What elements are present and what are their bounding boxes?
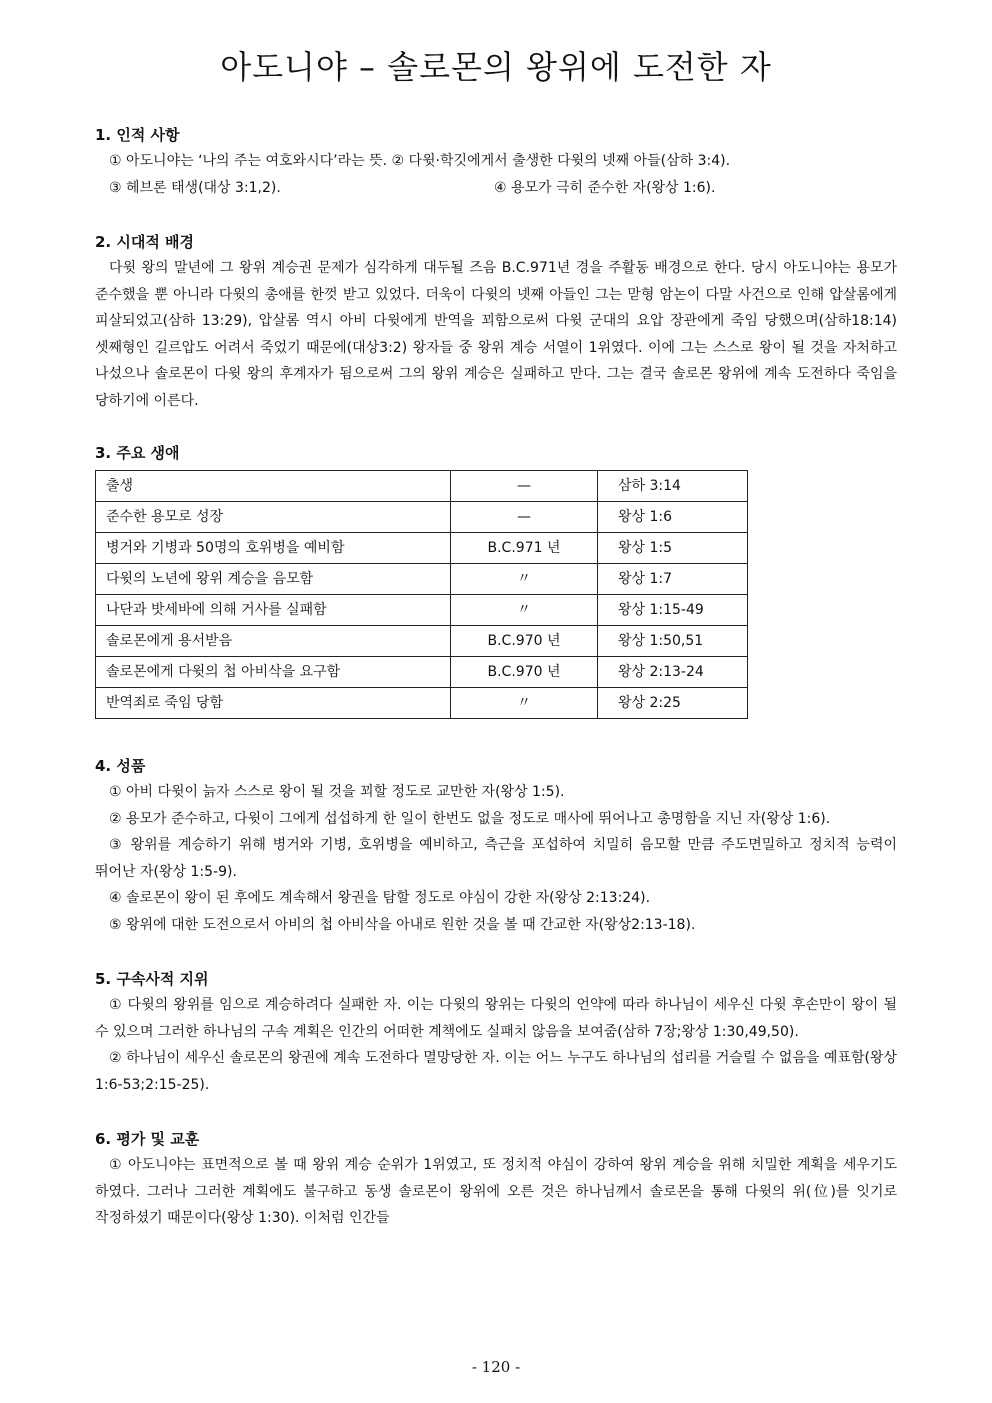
paragraph: 다윗 왕의 말년에 그 왕위 계승권 문제가 심각하게 대두될 즈음 B.C.971년 경을 주활동 배경으로 한다. 당시 아도니야는 용모가 준수했을 뿐 아니라 다윗의 총애를 한껏 받고 있었다. 더욱이 다윗의 넷째 아들인 그는 맏형 암논이 다말 사건으로 인해 압살롬에게 피살되었고(삼하 13:29), 압살롬 역시 아비 다윗에게 반역을 꾀함으로써 다윗 군대의 요압 장관에게 죽임 당했으며(삼하18:14) 셋째형인 길르압도 어려서 죽었기 때문에(대상3:2) 왕자들 중 왕위 계승 서열이 1위였다. 이에 그는 스스로 왕이 될 것을 자처하고 나섰으나 솔로몬이 다윗 왕의 후계자가 됨으로써 그의 왕위 계승은 실패하고 만다. 그는 결국 솔로몬 왕위에 계속 도전하다 죽임을 당하기에 이른다.	[95, 260, 897, 409]
date-cell: 〃	[451, 688, 598, 719]
page-title: 아도니야 – 솔로몬의 왕위에 도전한 자	[220, 48, 772, 86]
event-cell: 반역죄로 죽임 당함	[96, 688, 451, 719]
event-cell: 솔로몬에게 다윗의 첩 아비삭을 요구함	[96, 657, 451, 688]
page-number: - 120 -	[471, 1358, 521, 1376]
reference-cell: 왕상 1:15-49	[598, 595, 748, 626]
list-item: ① 아도니야는 표면적으로 볼 때 왕위 계승 순위가 1위였고, 또 정치적 야심이 강하여 왕위 계승을 위해 치밀한 계획을 세우기도 하였다. 그러나 그러한 계획에도 불구하고 동생 솔로몬이 왕위에 오른 것은 하나님께서 솔로몬을 통해 다윗의 위(位)를 잇기로 작정하셨기 때문이다(왕상 1:30). 이처럼 인간들	[95, 1157, 897, 1226]
table-row	[96, 657, 748, 688]
date-cell: 〃	[451, 564, 598, 595]
section-heading: 6. 평가 및 교훈	[95, 1130, 200, 1148]
event-cell: 나단과 밧세바에 의해 거사를 실패함	[96, 595, 451, 626]
reference-cell: 왕상 1:50,51	[598, 626, 748, 657]
section-character	[95, 753, 897, 938]
event-cell: 다윗의 노년에 왕위 계승을 음모함	[96, 564, 451, 595]
two-column-row	[95, 175, 897, 202]
table-row	[96, 533, 748, 564]
date-cell: —	[451, 502, 598, 533]
list-item: ② 하나님이 세우신 솔로몬의 왕권에 계속 도전하다 멸망당한 자. 이는 어느 누구도 하나님의 섭리를 거슬릴 수 없음을 예표함(왕상 1:6-53;2:15-25).	[95, 1050, 897, 1093]
list-item: ⑤ 왕위에 대한 도전으로서 아비의 첩 아비삭을 아내로 원한 것을 볼 때 간교한 자(왕상2:13-18).	[109, 916, 696, 933]
event-cell: 병거와 기병과 50명의 호위병을 예비함	[96, 533, 451, 564]
section-personal-info	[95, 122, 897, 201]
date-cell: B.C.970 년	[451, 626, 598, 657]
section-main-life	[95, 440, 897, 719]
date-cell: B.C.971 년	[451, 533, 598, 564]
list-item: ③ 왕위를 계승하기 위해 병거와 기병, 호위병을 예비하고, 측근을 포섭하여 치밀히 음모할 만큼 주도면밀하고 정치적 능력이 뛰어난 자(왕상 1:5-9).	[95, 837, 897, 880]
table-row	[96, 564, 748, 595]
date-cell: 〃	[451, 595, 598, 626]
life-events-table	[95, 470, 748, 719]
reference-cell: 왕상 1:5	[598, 533, 748, 564]
section-heading: 1. 인적 사항	[95, 126, 180, 144]
list-item: ① 아비 다윗이 늙자 스스로 왕이 될 것을 꾀할 정도로 교만한 자(왕상 1:5).	[109, 784, 565, 800]
section-heading: 4. 성품	[95, 757, 146, 775]
reference-cell: 왕상 1:7	[598, 564, 748, 595]
reference-cell: 왕상 1:6	[598, 502, 748, 533]
section-heading: 3. 주요 생애	[95, 444, 180, 462]
table-row	[96, 595, 748, 626]
date-cell: —	[451, 471, 598, 502]
section-historical-background	[95, 229, 897, 414]
table-row	[96, 471, 748, 502]
section-heading: 5. 구속사적 지위	[95, 970, 209, 988]
list-item: ③ 헤브론 태생(대상 3:1,2).	[109, 179, 281, 196]
list-item: ④ 용모가 극히 준수한 자(왕상 1:6).	[494, 179, 716, 196]
event-cell: 준수한 용모로 성장	[96, 502, 451, 533]
reference-cell: 왕상 2:25	[598, 688, 748, 719]
reference-cell: 삼하 3:14	[598, 471, 748, 502]
list-item: ① 다윗의 왕위를 임으로 계승하려다 실패한 자. 이는 다윗의 왕위는 다윗의 언약에 따라 하나님이 세우신 다윗 후손만이 왕이 될 수 있으며 그러한 하나님의 구속 계획은 인간의 어떠한 계책에도 실패치 않음을 보여줌(삼하 7장;왕상 1:30,49,50).	[95, 997, 897, 1040]
reference-cell: 왕상 2:13-24	[598, 657, 748, 688]
event-cell: 솔로몬에게 용서받음	[96, 626, 451, 657]
section-heading: 2. 시대적 배경	[95, 233, 195, 251]
date-cell: B.C.970 년	[451, 657, 598, 688]
list-item: ④ 솔로몬이 왕이 된 후에도 계속해서 왕권을 탐할 정도로 야심이 강한 자(왕상 2:13:24).	[109, 890, 651, 906]
table-row	[96, 502, 748, 533]
paragraph: ① 아도니야는 ‘나의 주는 여호와시다’라는 뜻. ② 다윗·학깃에게서 출생한 다윗의 넷째 아들(삼하 3:4).	[109, 153, 731, 169]
section-redemptive-status	[95, 966, 897, 1098]
table-row	[96, 688, 748, 719]
table-row	[96, 626, 748, 657]
document-body	[95, 122, 897, 1232]
section-evaluation	[95, 1126, 897, 1232]
list-item: ② 용모가 준수하고, 다윗이 그에게 섭섭하게 한 일이 한번도 없을 정도로 매사에 뛰어나고 총명함을 지닌 자(왕상 1:6).	[109, 810, 831, 827]
event-cell: 출생	[96, 471, 451, 502]
